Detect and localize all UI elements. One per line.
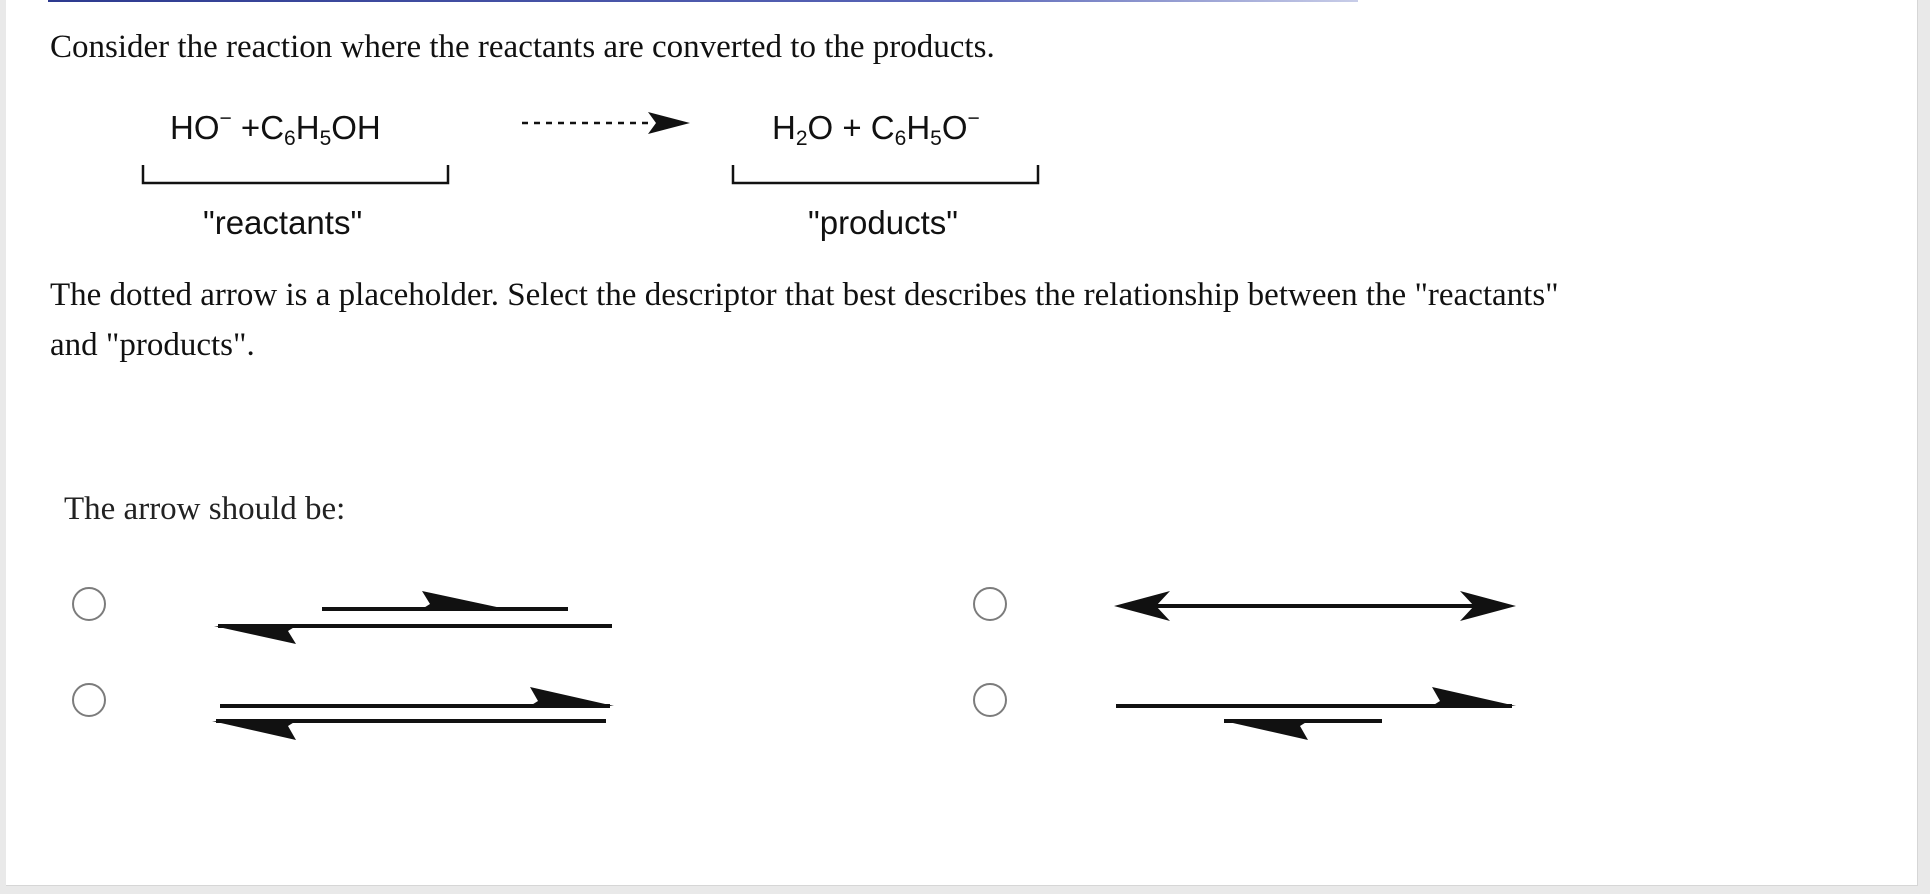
option-3-radio[interactable] bbox=[72, 683, 106, 717]
question-intro: Consider the reaction where the reactants are converted to the products. bbox=[50, 29, 995, 65]
equilibrium-favoring-forward-arrow-icon bbox=[1112, 682, 1518, 744]
reactants-formula: $HO^- +C_6H_5OH$ bbox=[170, 107, 381, 150]
equilibrium-favoring-reverse-arrow-icon bbox=[210, 585, 616, 645]
option-4-radio[interactable] bbox=[973, 683, 1007, 717]
question-description-line-2: and "products". bbox=[50, 327, 255, 363]
products-label: "products" bbox=[808, 204, 958, 241]
products-bracket bbox=[730, 163, 1042, 187]
option-2-radio[interactable] bbox=[973, 587, 1007, 621]
option-1-radio[interactable] bbox=[72, 587, 106, 621]
dotted-arrow-icon bbox=[520, 108, 692, 138]
top-rule bbox=[48, 0, 1358, 2]
reactants-label: "reactants" bbox=[203, 204, 363, 241]
equilibrium-arrows-icon bbox=[210, 682, 616, 744]
products-formula: $H_2O + C_6H_5O^-$ bbox=[772, 107, 980, 150]
reactants-bracket bbox=[140, 163, 452, 187]
answer-prompt: The arrow should be: bbox=[64, 491, 346, 527]
double-headed-resonance-arrow-icon bbox=[1112, 588, 1518, 624]
question-description-line-1: The dotted arrow is a placeholder. Select the descriptor that best describes the relationship between the "reactants" bbox=[50, 277, 1559, 313]
